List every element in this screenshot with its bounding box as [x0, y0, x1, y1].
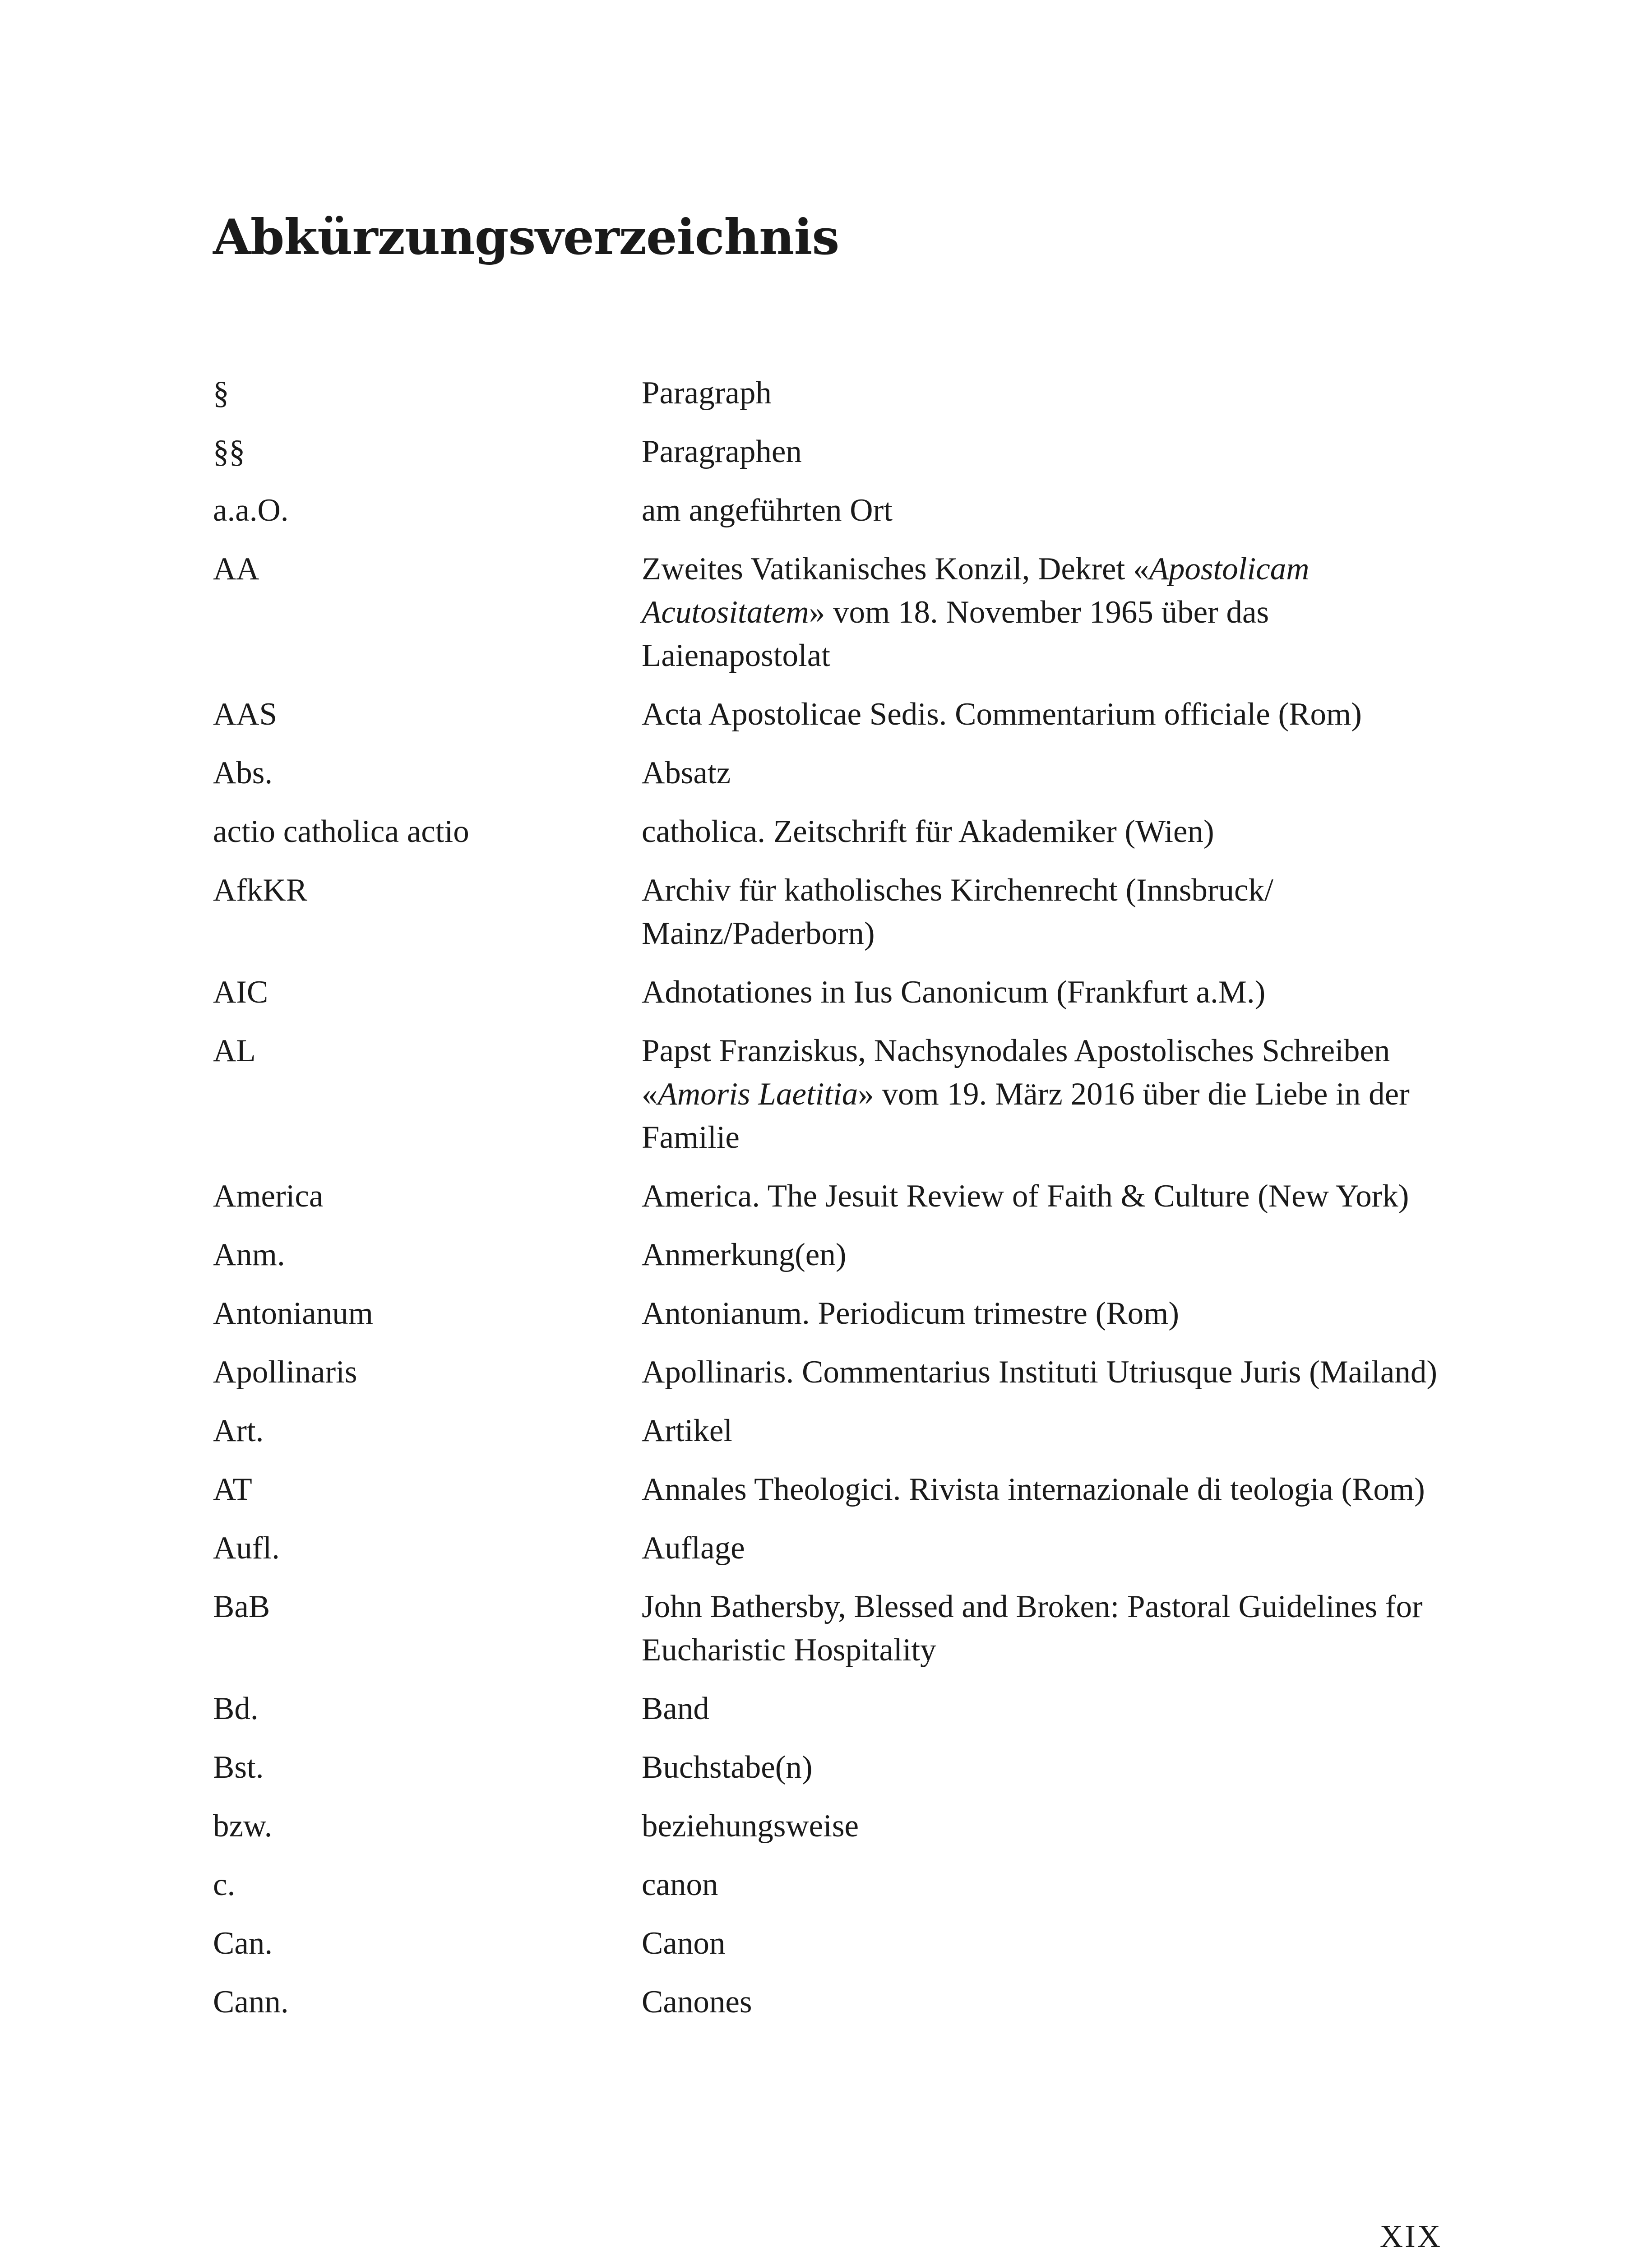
- abbreviation-expansion: [642, 1029, 1449, 1159]
- abbreviation: AA: [213, 551, 259, 587]
- italic-title: Amoris Laetitia: [657, 1077, 858, 1112]
- abbreviation-entry: [213, 693, 1449, 736]
- abbreviation-expansion: [642, 547, 1449, 677]
- expansion-text: canon: [642, 1867, 718, 1902]
- expansion-text: Buchstabe(n): [642, 1750, 813, 1785]
- abbreviation-entry: [213, 971, 1449, 1014]
- abbreviation: Abs.: [213, 755, 273, 791]
- abbreviation-entry: [213, 1804, 1449, 1848]
- abbreviation: actio catholica actio: [213, 814, 469, 849]
- abbreviation-expansion: [642, 1233, 1449, 1276]
- expansion-text: Annales Theologici. Rivista internazionale di teologia (Rom): [642, 1472, 1425, 1507]
- abbreviation-expansion: [642, 489, 1449, 532]
- abbreviation: Can.: [213, 1926, 273, 1961]
- abbreviation-entry: [213, 1292, 1449, 1335]
- abbreviation-expansion: [642, 1687, 1449, 1730]
- page-title: Abkürzungsverzeichnis: [213, 209, 839, 266]
- expansion-text: America. The Jesuit Review of Faith & Culture (New York): [642, 1179, 1409, 1214]
- abbreviation: Antonianum: [213, 1296, 373, 1331]
- abbreviation-expansion: [642, 1863, 1449, 1906]
- expansion-text: Apollinaris. Commentarius Instituti Utriusque Juris (Mailand): [642, 1355, 1437, 1390]
- abbreviation: Bd.: [213, 1691, 259, 1726]
- abbreviation-expansion: [642, 971, 1449, 1014]
- italic-title: Apostolicam Acutositatem: [642, 551, 1310, 630]
- abbreviation: America: [213, 1179, 324, 1214]
- abbreviation: AT: [213, 1472, 252, 1507]
- abbreviation-entry: [213, 751, 1449, 795]
- abbreviation-expansion: [642, 693, 1449, 736]
- abbreviation-entry: [213, 1409, 1449, 1452]
- abbreviation-entry: [213, 547, 1449, 677]
- abbreviation: Bst.: [213, 1750, 264, 1785]
- expansion-text: am angeführten Ort: [642, 493, 893, 528]
- abbreviation: bzw.: [213, 1808, 273, 1844]
- expansion-text: » vom 19. März 2016 über die Liebe in der Familie: [642, 1077, 1410, 1155]
- abbreviation: AL: [213, 1033, 256, 1068]
- abbreviation-expansion: [642, 1350, 1449, 1394]
- abbreviation-entry: [213, 1233, 1449, 1276]
- abbreviation-expansion: [642, 1980, 1449, 2024]
- expansion-text: Band: [642, 1691, 709, 1726]
- abbreviation-entry: [213, 1922, 1449, 1965]
- abbreviation-expansion: [642, 430, 1449, 473]
- abbreviation-expansion: [642, 1409, 1449, 1452]
- abbreviation-entry: [213, 1980, 1449, 2024]
- expansion-text: Adnotationes in Ius Canonicum (Frankfurt a.M.): [642, 975, 1266, 1010]
- expansion-text: John Bathersby, Blessed and Broken: Pastoral Guidelines for Eucharistic Hospitality: [642, 1589, 1423, 1668]
- expansion-text: Paragraph: [642, 375, 772, 411]
- abbreviation: Anm.: [213, 1237, 285, 1272]
- page-number: XIX: [1379, 2219, 1442, 2254]
- abbreviation: §§: [213, 434, 245, 469]
- expansion-text: Anmerkung(en): [642, 1237, 847, 1272]
- abbreviation-expansion: [642, 1746, 1449, 1789]
- abbreviation-entry: [213, 1526, 1449, 1570]
- abbreviation-entry: [213, 430, 1449, 473]
- abbreviation: c.: [213, 1867, 236, 1902]
- expansion-text: Papst Franziskus, Nachsynodales Apostolisches Schreiben «: [642, 1033, 1390, 1112]
- expansion-text: Acta Apostolicae Sedis. Commentarium officiale (Rom): [642, 697, 1362, 732]
- abbreviation-entry: [213, 1585, 1449, 1672]
- abbreviation: Apollinaris: [213, 1355, 357, 1390]
- abbreviation: a.a.O.: [213, 493, 289, 528]
- abbreviation-expansion: [642, 1804, 1449, 1848]
- expansion-text: Paragraphen: [642, 434, 802, 469]
- abbreviation-expansion: [642, 371, 1449, 415]
- expansion-text: Antonianum. Periodicum trimestre (Rom): [642, 1296, 1180, 1331]
- abbreviation-expansion: [642, 1585, 1449, 1672]
- abbreviation-entry: [213, 489, 1449, 532]
- expansion-text: beziehungsweise: [642, 1808, 859, 1844]
- expansion-text: Artikel: [642, 1413, 733, 1448]
- expansion-text: Canones: [642, 1984, 752, 2020]
- abbreviation-entry: [213, 1746, 1449, 1789]
- abbreviation-entry: [213, 1863, 1449, 1906]
- abbreviation-expansion: [642, 1922, 1449, 1965]
- abbreviation: BaB: [213, 1589, 270, 1624]
- expansion-text: Archiv für katholisches Kirchenrecht (Innsbruck/ Mainz/Paderborn): [642, 873, 1273, 951]
- abbreviation-entry: [213, 1174, 1449, 1218]
- abbreviation-expansion: [642, 751, 1449, 795]
- abbreviation: Art.: [213, 1413, 264, 1448]
- expansion-text: Auflage: [642, 1530, 745, 1566]
- expansion-text: Zweites Vatikanisches Konzil, Dekret «: [642, 551, 1149, 587]
- abbreviation: Aufl.: [213, 1530, 280, 1566]
- abbreviation-entry: [213, 1468, 1449, 1511]
- expansion-text: » vom 18. November 1965 über das Laienapostolat: [642, 595, 1269, 673]
- abbreviation-expansion: [642, 869, 1449, 955]
- abbreviation-entry: [213, 371, 1449, 415]
- abbreviation-entry: [213, 869, 1449, 955]
- abbreviation-expansion: [642, 810, 1449, 853]
- abbreviation-list: [213, 371, 1449, 2039]
- abbreviation-entry: [213, 810, 1449, 853]
- expansion-text: Canon: [642, 1926, 726, 1961]
- abbreviation: AIC: [213, 975, 268, 1010]
- expansion-text: Absatz: [642, 755, 731, 791]
- abbreviation-entry: [213, 1029, 1449, 1159]
- abbreviation: §: [213, 375, 229, 411]
- abbreviation-entry: [213, 1687, 1449, 1730]
- abbreviation-expansion: [642, 1526, 1449, 1570]
- abbreviation: AfkKR: [213, 873, 308, 908]
- abbreviation-expansion: [642, 1174, 1449, 1218]
- abbreviation: AAS: [213, 697, 278, 732]
- abbreviation: Cann.: [213, 1984, 289, 2020]
- abbreviation-expansion: [642, 1292, 1449, 1335]
- abbreviation-entry: [213, 1350, 1449, 1394]
- expansion-text: catholica. Zeitschrift für Akademiker (Wien): [642, 814, 1214, 849]
- abbreviation-expansion: [642, 1468, 1449, 1511]
